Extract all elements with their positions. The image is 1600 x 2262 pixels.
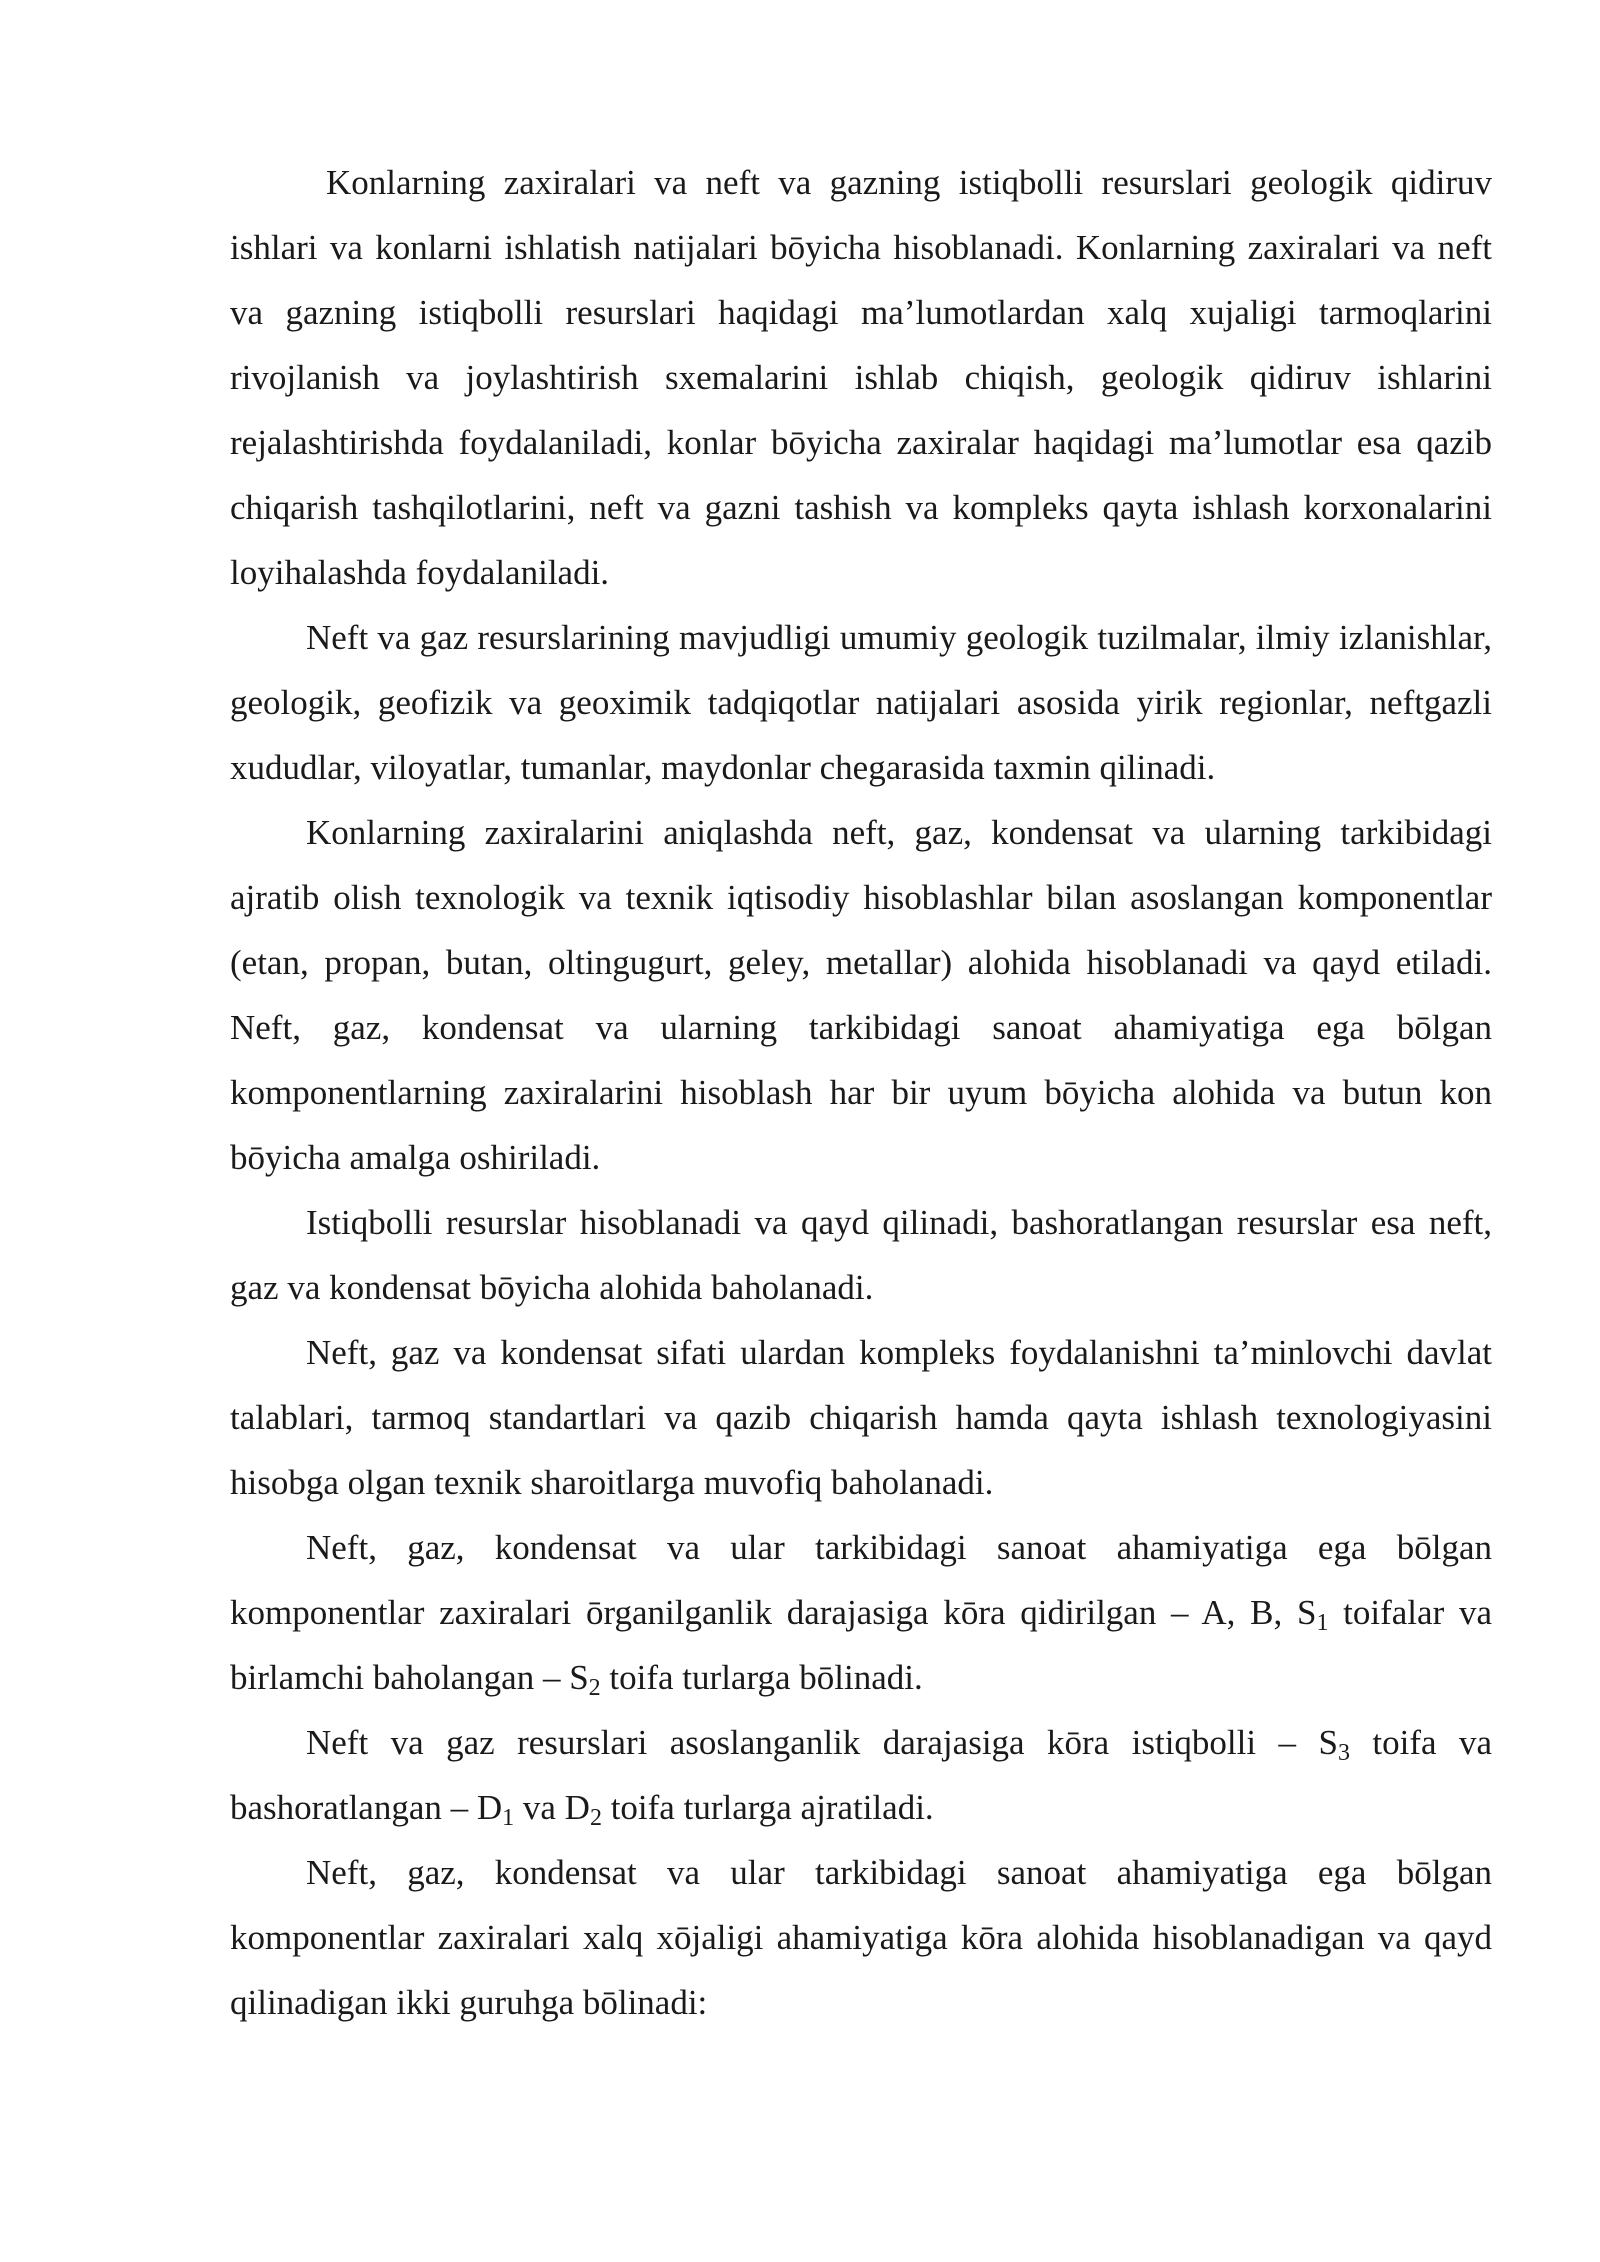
paragraph-text: Neft va gaz resurslari asoslanganlik darajasiga kōra istiqbolli – S — [306, 1723, 1338, 1762]
paragraph-1 — [230, 150, 1492, 605]
document-page — [230, 150, 1492, 2035]
subscript: 1 — [502, 1805, 515, 1831]
subscript: 2 — [588, 1675, 601, 1701]
paragraph-text: Konlarning zaxiralarini aniqlashda neft, gaz, kondensat va ularning tarkibidagi ajratib olish texnologik va texnik iqtisodiy hisoblashlar bilan asoslangan komponentlar (etan, propan, butan, oltingugurt, geley, metallar) alohida hisoblanadi va qayd etiladi. Neft, gaz, kondensat va ularning tarkibidagi sanoat ahamiyatiga ega bōlgan komponentlarning zaxiralarini hisoblash har bir uyum bōyicha alohida va butun kon bōyicha amalga oshiriladi. — [230, 813, 1492, 1177]
paragraph-text: va D — [514, 1788, 590, 1827]
paragraph-5 — [230, 1320, 1492, 1515]
paragraph-text: Istiqbolli resurslar hisoblanadi va qayd qilinadi, bashoratlangan resurslar esa neft, gaz va kondensat bōyicha alohida baholanadi. — [230, 1203, 1492, 1307]
paragraph-3 — [230, 800, 1492, 1190]
subscript: 3 — [1337, 1740, 1350, 1766]
paragraph-6 — [230, 1515, 1492, 1710]
paragraph-8 — [230, 1840, 1492, 2035]
subscript: 1 — [1316, 1610, 1329, 1636]
paragraph-text: Neft, gaz, kondensat va ular tarkibidagi sanoat ahamiyatiga ega bōlgan komponentlar zaxiralari xalq xōjaligi ahamiyatiga kōra alohida hisoblanadigan va qayd qilinadigan ikki guruhga bōlinadi: — [230, 1853, 1492, 2022]
paragraph-text: toifa turlarga bōlinadi. — [600, 1658, 923, 1697]
paragraph-2 — [230, 605, 1492, 800]
paragraph-text: Neft, gaz va kondensat sifati ulardan kompleks foydalanishni ta’minlovchi davlat talablari, tarmoq standartlari va qazib chiqarish hamda qayta ishlash texnologiyasini hisobga olgan texnik sharoitlarga muvofiq baholanadi. — [230, 1333, 1492, 1502]
paragraph-text: Neft, gaz, kondensat va ular tarkibidagi sanoat ahamiyatiga ega bōlgan komponentlar zaxiralari ōrganilganlik darajasiga kōra qidirilgan – A, B, S — [230, 1528, 1492, 1632]
paragraph-7 — [230, 1710, 1492, 1840]
paragraph-text: toifa turlarga ajratiladi. — [601, 1788, 934, 1827]
paragraph-text: toifalar va birlamchi baholangan – S — [230, 1593, 1492, 1697]
paragraph-text: Konlarning zaxiralari va neft va gazning istiqbolli resurslari geologik qidiruv ishlari va konlarni ishlatish natijalari bōyicha hisoblanadi. Konlarning zaxiralari va neft va gazning istiqbolli resurslari haqidagi ma’lumotlardan xalq xujaligi tarmoqlarini rivojlanish va joylashtirish sxemalarini ishlab chiqish, geologik qidiruv ishlarini rejalashtirishda foydalaniladi, konlar bōyicha zaxiralar haqidagi ma’lumotlar esa qazib chiqarish tashqilotlarini, neft va gazni tashish va kompleks qayta ishlash korxonalarini loyihalashda foydalaniladi. — [230, 163, 1492, 592]
paragraph-4 — [230, 1190, 1492, 1320]
paragraph-text: toifa va bashoratlangan – D — [230, 1723, 1492, 1827]
subscript: 2 — [589, 1805, 602, 1831]
paragraph-text: Neft va gaz resurslarining mavjudligi umumiy geologik tuzilmalar, ilmiy izlanishlar, geologik, geofizik va geoximik tadqiqotlar natijalari asosida yirik regionlar, neftgazli xududlar, viloyatlar, tumanlar, maydonlar chegarasida taxmin qilinadi. — [230, 618, 1492, 787]
